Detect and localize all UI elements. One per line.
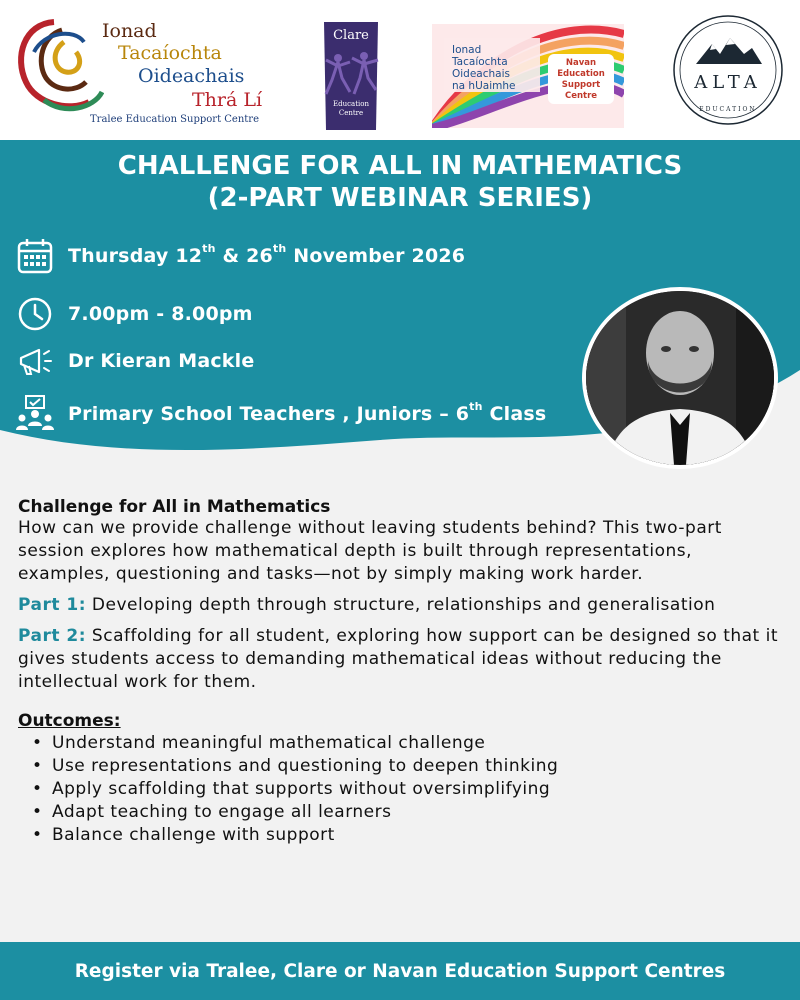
list-item <box>32 801 788 824</box>
event-title-line-2: (2-PART WEBINAR SERIES) <box>207 183 593 213</box>
date-ordinal: th <box>202 242 216 255</box>
event-title-line-1: CHALLENGE FOR ALL IN MATHEMATICS <box>117 151 683 181</box>
navan-irish-line: Ionad <box>452 44 482 56</box>
navan-english-line: Navan <box>565 58 597 68</box>
date-row <box>14 236 465 276</box>
speaker-portrait-image <box>586 291 774 465</box>
navan-english-line: Education <box>557 69 605 79</box>
navan-english-name <box>548 58 614 102</box>
clare-subtitle: Education Centre <box>333 100 369 117</box>
time-row <box>14 294 253 334</box>
date-part: & 26 <box>215 245 273 267</box>
logo-strip <box>0 0 800 140</box>
tralee-english-name: Tralee Education Support Centre <box>90 114 260 125</box>
part-2 <box>18 625 788 694</box>
tralee-line-3: Oideachais <box>138 65 245 87</box>
outcomes-heading: Outcomes: <box>18 711 121 731</box>
description-heading: Challenge for All in Mathematics <box>18 497 331 517</box>
tralee-line-1: Ionad <box>102 20 157 42</box>
navan-irish-line: na hUaimhe <box>452 80 516 92</box>
date-part: November 2026 <box>286 245 466 267</box>
calendar-icon <box>14 236 56 276</box>
part-1-label: Part 1: <box>18 595 87 615</box>
list-item <box>32 732 788 755</box>
event-time: 7.00pm - 8.00pm <box>68 303 253 325</box>
part-2-label: Part 2: <box>18 626 87 646</box>
alta-logo <box>672 14 784 126</box>
target-audience <box>68 400 547 425</box>
tralee-swirl-icon <box>14 12 104 122</box>
list-item <box>32 824 788 847</box>
part-1-text: Developing depth through structure, relationships and generalisation <box>86 595 716 615</box>
classroom-icon <box>14 394 56 434</box>
registration-footer: Register via Tralee, Clare or Navan Education Support Centres <box>0 942 800 1000</box>
alta-name: ALTA <box>694 72 762 93</box>
outcome-text: Use representations and questioning to deepen thinking <box>52 756 559 776</box>
bullet-icon: • <box>32 802 43 822</box>
description-intro: How can we provide challenge without leaving students behind? This two-part session explores how mathematical depth is built through representations, examples, questioning and tasks—not by simply making work harder. <box>18 518 722 584</box>
tralee-logo <box>14 12 314 132</box>
audience-part: Primary School Teachers , Juniors – 6 <box>68 403 470 425</box>
date-ordinal: th <box>272 242 287 255</box>
audience-part: Class <box>482 403 547 425</box>
speaker-name: Dr Kieran Mackle <box>68 350 255 372</box>
audience-ordinal: th <box>469 400 483 413</box>
outcome-text: Balance challenge with support <box>52 825 335 845</box>
outcome-text: Apply scaffolding that supports without oversimplifying <box>52 779 551 799</box>
bullet-icon: • <box>32 756 43 776</box>
tralee-line-4: Thrá Lí <box>192 89 263 111</box>
speaker-photo <box>582 287 778 469</box>
navan-logo <box>432 24 624 128</box>
outcomes-list <box>32 732 788 847</box>
speaker-row <box>14 341 254 381</box>
clare-logo <box>320 20 382 132</box>
list-item <box>32 778 788 801</box>
alta-subtitle: EDUCATION <box>699 106 757 113</box>
navan-irish-name <box>452 44 515 92</box>
event-date <box>68 242 466 267</box>
megaphone-icon <box>14 341 56 381</box>
description-section <box>18 497 788 847</box>
part-1 <box>18 594 788 617</box>
navan-english-line: Support Centre <box>561 80 601 101</box>
outcome-text: Adapt teaching to engage all learners <box>52 802 392 822</box>
outcome-text: Understand meaningful mathematical challenge <box>52 733 486 753</box>
event-title <box>0 150 800 214</box>
clock-icon <box>14 294 56 334</box>
bullet-icon: • <box>32 779 43 799</box>
tralee-line-2: Tacaíochta <box>118 42 222 64</box>
bullet-icon: • <box>32 733 43 753</box>
audience-row <box>14 394 546 434</box>
list-item <box>32 755 788 778</box>
date-part: Thursday 12 <box>68 245 203 267</box>
navan-irish-line: Oideachais <box>452 68 510 80</box>
bullet-icon: • <box>32 825 43 845</box>
clare-name: Clare <box>333 28 369 43</box>
part-2-text: Scaffolding for all student, exploring how support can be designed so that it gives students access to demanding mathematical ideas without reducing the intellectual work for them. <box>18 626 779 692</box>
navan-irish-line: Tacaíochta <box>452 56 508 68</box>
